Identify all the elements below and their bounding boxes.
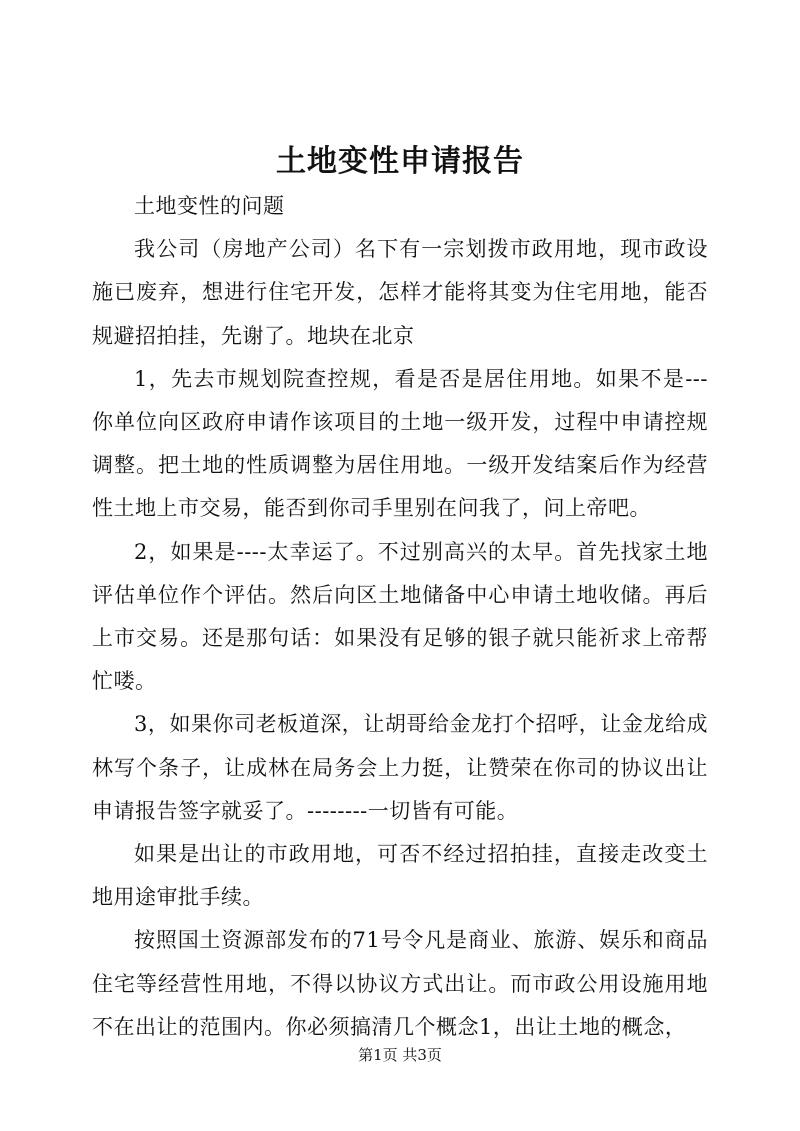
document-title: 土地变性申请报告 [276,144,524,179]
document-body [92,185,708,1049]
paragraph-question: 我公司（房地产公司）名下有一宗划拨市政用地，现市政设施已废弃，想进行住宅开发，怎样才能将其变为住宅用地，能否规避招拍挂，先谢了。地块在北京 [92,237,708,348]
page-number: 第1页 共3页 [358,1046,442,1064]
paragraph-answer-1: 1，先去市规划院查控规，看是否是居住用地。如果不是---你单位向区政府申请作该项目的土地一级开发，过程中申请控规调整。把土地的性质调整为居住用地。一级开发结案后作为经营性土地上市交易，能否到你司手里别在问我了，问上帝吧。 [92,366,708,521]
paragraph-subtitle: 土地变性的问题 [134,194,285,218]
paragraph-answer-3: 3，如果你司老板道深，让胡哥给金龙打个招呼，让金龙给成林写个条子，让成林在局务会上力挺，让赞荣在你司的协议出让申请报告签字就妥了。--------一切皆有可能。 [92,712,708,823]
paragraph-answer-2: 2，如果是----太幸运了。不过别高兴的太早。首先找家土地评估单位作个评估。然后向区土地储备中心申请土地收储。再后上市交易。还是那句话：如果没有足够的银子就只能祈求上帝帮忙喽。 [92,539,708,694]
paragraph-regulation: 按照国土资源部发布的71号令凡是商业、旅游、娱乐和商品住宅等经营性用地，不得以协议方式出让。而市政公用设施用地不在出让的范围内。你必须搞清几个概念1，出让土地的概念， [92,928,708,1039]
paragraph-question-2: 如果是出让的市政用地，可否不经过招拍挂，直接走改变土地用途审批手续。 [92,842,708,910]
